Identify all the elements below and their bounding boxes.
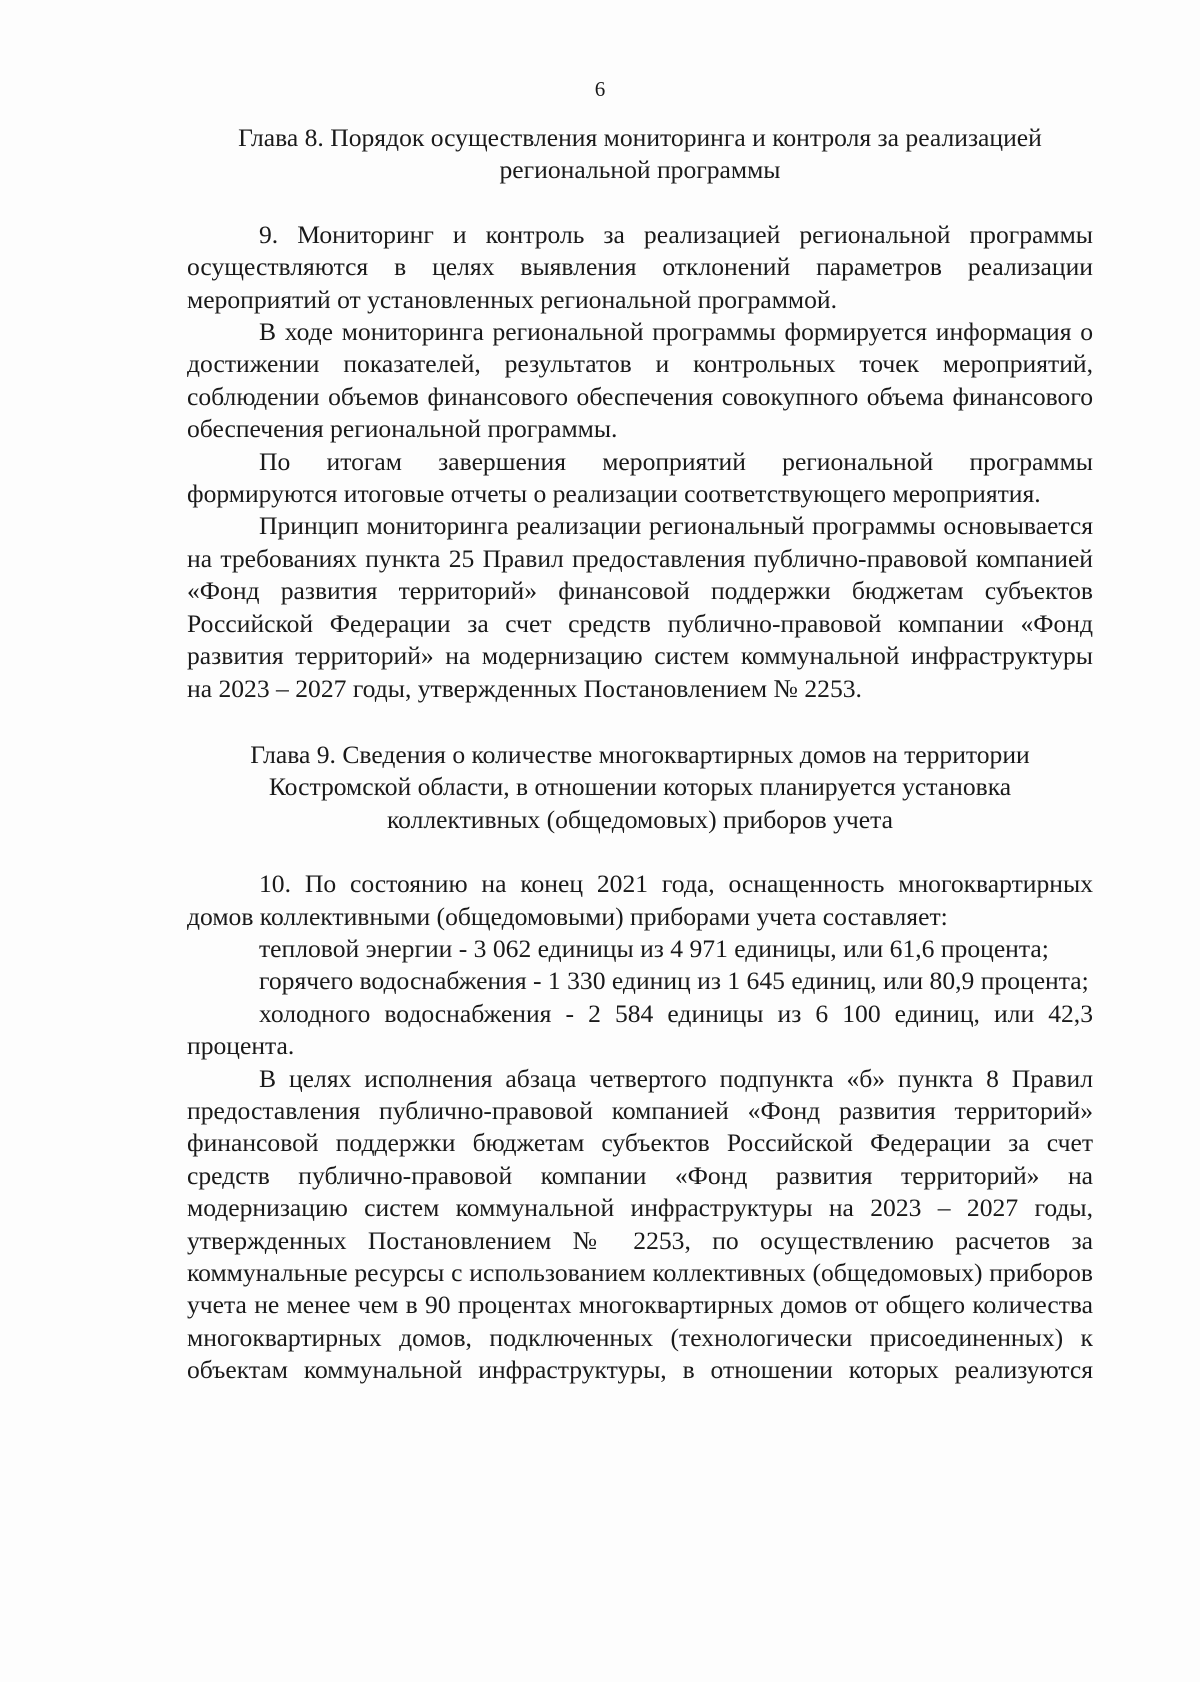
spacer bbox=[187, 187, 1093, 219]
chapter-8-title-line-2: региональной программы bbox=[499, 155, 781, 185]
paragraph-monitoring-info: В ходе мониторинга региональной программы формируется информация о достижении показателей, результатов и контрольных точек мероприятий, соблюдении объемов финансового обеспечения совокупного объема финансового обеспечения региональной программы. bbox=[187, 317, 1093, 444]
paragraph-monitoring-principle: Принцип мониторинга реализации региональный программы основывается на требованиях пункта 25 Правил предоставления публично-правовой компанией «Фонд развития территорий» финансовой поддержки бюджетам субъектов Российской Федерации за счет средств публично-правовой компании «Фонд развития территорий» на модернизацию систем коммунальной инфраструктуры на 2023 – 2027 годы, утвержденных Постановлением № 2253. bbox=[187, 511, 1093, 703]
spacer bbox=[187, 836, 1093, 868]
list-item-cold-water: холодного водоснабжения - 2 584 единицы из 6 100 единиц, или 42,3 процента. bbox=[187, 998, 1093, 1061]
chapter-9-title-line-3: коллективных (общедомовых) приборов учета bbox=[386, 804, 893, 834]
list-item-hot-water: горячего водоснабжения - 1 330 единиц из 1 645 единиц, или 80,9 процента; bbox=[259, 966, 1089, 996]
page-number: 6 bbox=[594, 77, 606, 101]
paragraph-9: 9. Мониторинг и контроль за реализацией региональной программы осуществляются в целях выявления отклонений параметров реализации мероприятий от установленных региональной программой. bbox=[187, 219, 1093, 314]
document-body bbox=[187, 122, 1093, 1387]
spacer bbox=[187, 705, 1093, 739]
chapter-8-title-line-1: Глава 8. Порядок осуществления мониторинга и контроля за реализацией bbox=[238, 123, 1042, 152]
chapter-9-title bbox=[187, 739, 1093, 836]
chapter-9-title-line-1: Глава 9. Сведения о количестве многоквартирных домов на территории bbox=[250, 739, 1030, 769]
paragraph-reports: По итогам завершения мероприятий региональной программы формируются итоговые отчеты о реализации соответствующего мероприятия. bbox=[187, 446, 1093, 509]
paragraph-10: 10. По состоянию на конец 2021 года, оснащенность многоквартирных домов коллективными (общедомовыми) приборами учета составляет: bbox=[187, 869, 1093, 931]
list-item-heat-energy: тепловой энергии - 3 062 единицы из 4 971 единицы, или 61,6 процента; bbox=[259, 933, 1049, 963]
chapter-8-title bbox=[187, 122, 1093, 187]
chapter-9-title-line-2: Костромской области, в отношении которых планируется установка bbox=[268, 772, 1012, 802]
paragraph-rules-execution: В целях исполнения абзаца четвертого подпункта «б» пункта 8 Правил предоставления публично-правовой компанией «Фонд развития территорий» финансовой поддержки бюджетам субъектов Российской Федерации за счет средств публично-правовой компании «Фонд развития территорий» на модернизацию систем коммунальной инфраструктуры на 2023 – 2027 годы, утвержденных Постановлением № 2253, по осуществлению расчетов за коммунальные ресурсы с использованием коллективных (общедомовых) приборов учета не менее чем в 90 процентах многоквартирных домов от общего количества многоквартирных домов, подключенных (технологически присоединенных) к объектам коммунальной инфраструктуры, в отношении которых реализуются bbox=[187, 1063, 1093, 1385]
